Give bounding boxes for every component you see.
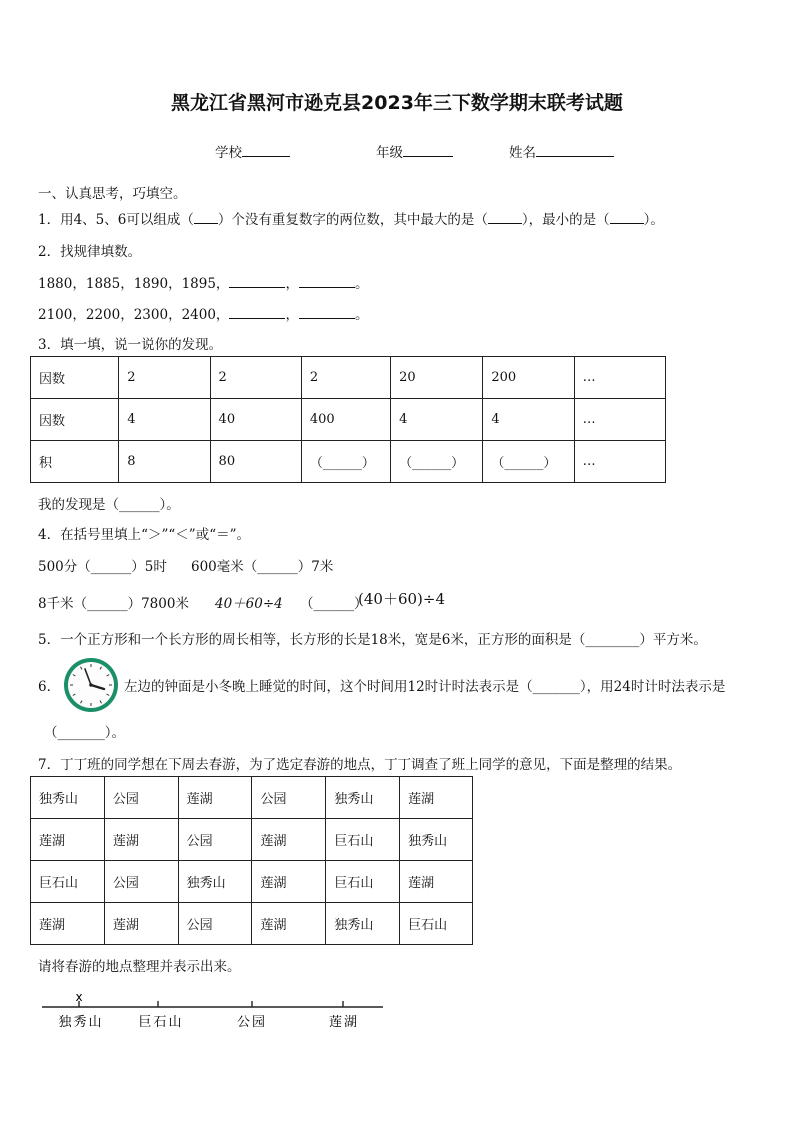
- q3-table-cell: …: [574, 441, 665, 483]
- grade-label: 年级: [376, 145, 403, 161]
- q7-table-cell: 独秀山: [326, 777, 400, 819]
- q7-table-cell: 公园: [104, 777, 178, 819]
- q7-table-cell: 莲湖: [400, 861, 473, 903]
- q3-table-cell: 积: [31, 441, 119, 483]
- question-2: 2．找规律填数。: [38, 244, 142, 260]
- page-title: 黑龙江省黑河市逊克县2023年三下数学期末联考试题: [171, 92, 623, 114]
- q7-table-row: [31, 777, 473, 819]
- q4-item-1: 500分（______）5时: [38, 559, 167, 575]
- q2-seq1-end: 。: [354, 276, 369, 292]
- q7-table-cell: 莲湖: [252, 903, 326, 945]
- school-blank[interactable]: [242, 144, 290, 157]
- q7-table-row: [31, 861, 473, 903]
- q4-expr-left: 40＋60÷4: [215, 596, 283, 612]
- q7-table-cell: 巨石山: [326, 819, 400, 861]
- grade-blank[interactable]: [403, 144, 453, 157]
- section-heading: 一、认真思考，巧填空。: [38, 186, 187, 202]
- axis-label-dusushan: 独秀山: [58, 1015, 104, 1030]
- q3-finding: 我的发现是（______）。: [38, 497, 180, 513]
- q3-table-cell: 80: [210, 441, 301, 483]
- q7-table-cell: 莲湖: [178, 777, 252, 819]
- q7-table-cell: 巨石山: [326, 861, 400, 903]
- q1-text-a: 1．用4、5、6可以组成（: [38, 212, 194, 228]
- q4-expr-right: (40＋60)÷4: [358, 590, 445, 608]
- q3-table-cell[interactable]: （______）: [483, 441, 574, 483]
- q7-table-cell: 巨石山: [400, 903, 473, 945]
- q7-table-cell: 莲湖: [252, 819, 326, 861]
- q7-table-cell: 巨石山: [31, 861, 105, 903]
- q6-number: 6．: [38, 679, 61, 695]
- q7-table-cell: 莲湖: [400, 777, 473, 819]
- question-1: [38, 208, 664, 228]
- axis-label-gongyuan: 公园: [236, 1015, 268, 1030]
- q1-blank-min[interactable]: [610, 211, 644, 224]
- q7-instruction: 请将春游的地点整理并表示出来。: [38, 959, 241, 975]
- q3-table-cell: 8: [119, 441, 210, 483]
- q2-seq2-blank-1[interactable]: [229, 306, 285, 319]
- q4-blank[interactable]: （______）: [300, 596, 368, 612]
- q7-table-cell: 公园: [178, 903, 252, 945]
- q4-item-2: 600毫米（______）7米: [191, 559, 334, 575]
- q3-table-row: [31, 357, 666, 399]
- q3-table-cell: …: [574, 399, 665, 441]
- q2-seq1-blank-2[interactable]: [299, 275, 355, 288]
- name-field: [509, 141, 614, 161]
- q3-table-cell: 4: [483, 399, 574, 441]
- question-4: 4．在括号里填上“＞”“＜”或“＝”。: [38, 527, 250, 543]
- q3-table-cell: 2: [301, 357, 390, 399]
- q2-seq2-end: 。: [354, 307, 369, 323]
- q2-sequence-1: [38, 272, 368, 292]
- q3-table-cell: 4: [391, 399, 483, 441]
- q3-table-cell[interactable]: （______）: [301, 441, 390, 483]
- q3-table-cell: 4: [119, 399, 210, 441]
- q3-table-cell: 2: [210, 357, 301, 399]
- q7-table-cell: 莲湖: [31, 903, 105, 945]
- q7-table-cell: 独秀山: [326, 903, 400, 945]
- q7-table-cell: 莲湖: [31, 819, 105, 861]
- q2-seq2-blank-2[interactable]: [299, 306, 355, 319]
- school-field: [215, 141, 290, 161]
- question-3: 3．填一填，说一说你的发现。: [38, 337, 223, 353]
- q1-text-d: ）。: [643, 212, 664, 228]
- q1-text-b: ）个没有重复数字的两位数，其中最大的是（: [217, 212, 488, 228]
- q7-table-cell: 公园: [104, 861, 178, 903]
- q7-tally-axis: [30, 985, 400, 1035]
- clock-icon: [62, 656, 120, 714]
- school-label: 学校: [215, 145, 242, 161]
- q3-table-cell: 20: [391, 357, 483, 399]
- grade-field: [376, 141, 453, 161]
- q6-text: 左边的钟面是小冬晚上睡觉的时间，这个时间用12时计时法表示是（_______），用24时计时法表示是: [124, 679, 726, 695]
- q3-table: [30, 356, 666, 483]
- q7-table-cell: 独秀山: [178, 861, 252, 903]
- q7-table: [30, 776, 473, 945]
- q3-table-row: [31, 441, 666, 483]
- q2-sequence-2: [38, 303, 368, 323]
- q2-seq2-comma: ，: [285, 307, 299, 323]
- q7-table-cell: 公园: [178, 819, 252, 861]
- tally-mark: x: [75, 990, 83, 1004]
- q7-table-cell: 莲湖: [104, 819, 178, 861]
- axis-label-lianhu: 莲湖: [328, 1015, 360, 1030]
- q3-table-cell: 400: [301, 399, 390, 441]
- q3-table-row: [31, 399, 666, 441]
- axis-label-jushishan: 巨石山: [138, 1015, 184, 1030]
- q6-continuation: （_______）。: [44, 725, 125, 741]
- question-7: 7．丁丁班的同学想在下周去春游，为了选定春游的地点，丁丁调查了班上同学的意见，下面是整理的结果。: [38, 757, 682, 773]
- q3-table-cell: 2: [119, 357, 210, 399]
- q1-text-c: ），最小的是（: [521, 212, 610, 228]
- q2-seq1-text: 1880，1885，1890，1895，: [38, 276, 230, 292]
- q3-table-cell: …: [574, 357, 665, 399]
- q7-table-row: [31, 903, 473, 945]
- q7-table-cell: 独秀山: [31, 777, 105, 819]
- q3-table-cell: 200: [483, 357, 574, 399]
- q3-table-cell: 40: [210, 399, 301, 441]
- q3-table-cell[interactable]: （______）: [391, 441, 483, 483]
- q3-table-cell: 因数: [31, 357, 119, 399]
- question-5: 5．一个正方形和一个长方形的周长相等，长方形的长是18米，宽是6米，正方形的面积是（________）平方米。: [38, 632, 707, 648]
- q3-table-cell: 因数: [31, 399, 119, 441]
- q7-table-cell: 莲湖: [104, 903, 178, 945]
- q7-table-cell: 独秀山: [400, 819, 473, 861]
- q7-table-cell: 公园: [252, 777, 326, 819]
- name-label: 姓名: [509, 145, 536, 161]
- q7-table-cell: 莲湖: [252, 861, 326, 903]
- q1-blank-max[interactable]: [488, 211, 522, 224]
- q2-seq1-comma: ，: [285, 276, 299, 292]
- name-blank[interactable]: [536, 144, 614, 157]
- q1-blank-count[interactable]: [194, 211, 218, 224]
- q4-item-3: 8千米（______）7800米: [38, 596, 189, 612]
- q2-seq1-blank-1[interactable]: [229, 275, 285, 288]
- q7-table-row: [31, 819, 473, 861]
- q2-seq2-text: 2100，2200，2300，2400，: [38, 307, 230, 323]
